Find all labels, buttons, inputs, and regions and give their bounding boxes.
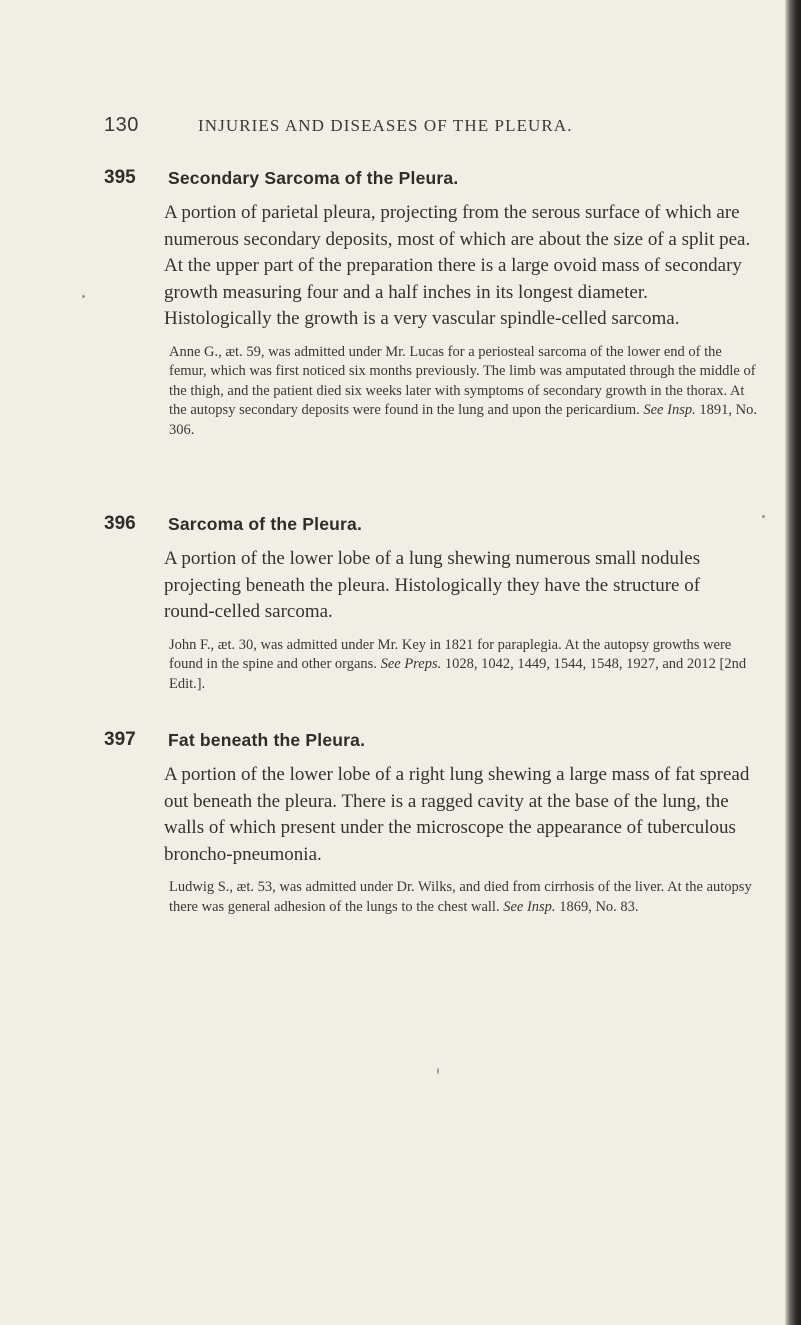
- reference-number: 1028, 1042, 1449, 1544, 1548, 1927, and 2012 [2nd Edit.].: [169, 656, 747, 692]
- entry-number: 395: [104, 167, 136, 188]
- paper-speck: [437, 1068, 439, 1074]
- entry-heading: [104, 729, 764, 757]
- entry-title: Fat beneath the Pleura.: [168, 730, 366, 750]
- case-note: [169, 343, 759, 441]
- entry-number: 397: [104, 729, 136, 750]
- reference-number: 1891, No. 306.: [169, 402, 757, 438]
- specimen-description: A portion of the lower lobe of a lung shewing numerous small nodules projecting beneath the pleura. Histologically they have the structure of round-celled sarcoma.: [164, 548, 701, 622]
- reference-preps: Preps.: [404, 656, 442, 672]
- case-note-text: Ludwig S., æt. 53, was admitted under Dr. Wilks, and died from cirrhosis of the liver. At the autopsy there was general adhesion of the lungs to the chest wall.: [169, 879, 752, 915]
- reference-see: See: [380, 656, 401, 672]
- entry-heading: [104, 167, 764, 195]
- running-head: [0, 114, 801, 144]
- case-note-text: John F., æt. 30, was admitted under Mr. Key in 1821 for paraplegia. At the autopsy growths were found in the spine and other organs.: [169, 636, 732, 672]
- reference-see: See: [503, 898, 524, 915]
- running-head-title: INJURIES AND DISEASES OF THE PLEURA.: [198, 116, 573, 135]
- case-note: [169, 636, 759, 695]
- page-edge-shadow: [785, 0, 801, 1325]
- reference-insp: Insp.: [526, 898, 556, 915]
- entry-number: 396: [104, 513, 136, 534]
- reference-see: See: [643, 402, 664, 418]
- case-note: [169, 878, 759, 917]
- specimen-description: A portion of the lower lobe of a right lung shewing a large mass of fat spread out beneath the pleura. There is a ragged cavity at the base of the lung, the walls of which present under the microscope the appearance of tuberculous broncho-pneumonia.: [164, 764, 750, 865]
- reference-number: 1869, No. 83.: [555, 898, 639, 915]
- specimen-description: A portion of parietal pleura, projecting from the serous surface of which are numerous secondary deposits, most of which are about the size of a split pea. At the upper part of the preparation there is a large ovoid mass of secondary growth measuring four and a half inches in its longest diameter. Histologically the growth is a very vascular spindle-celled sarcoma.: [164, 202, 751, 329]
- paper-speck: [82, 295, 85, 298]
- entry-heading: [104, 513, 764, 541]
- entry-title: Secondary Sarcoma of the Pleura.: [168, 168, 459, 188]
- reference-insp: Insp.: [667, 402, 696, 418]
- catalogue-entry-395: [104, 167, 764, 440]
- page-number: 130: [104, 114, 139, 136]
- catalogue-entry-396: [104, 513, 764, 694]
- paper-speck: [762, 515, 765, 518]
- catalogue-entry-397: [104, 729, 764, 917]
- entry-title: Sarcoma of the Pleura.: [168, 514, 363, 534]
- case-note-text: Anne G., æt. 59, was admitted under Mr. Lucas for a periosteal sarcoma of the lower end of the femur, which was first noticed six months previously. The limb was amputated through the middle of the thigh, and the patient died six weeks later with symptoms of secondary growth in the thorax. At the autopsy secondary deposits were found in the lung and upon the pericardium.: [169, 343, 756, 418]
